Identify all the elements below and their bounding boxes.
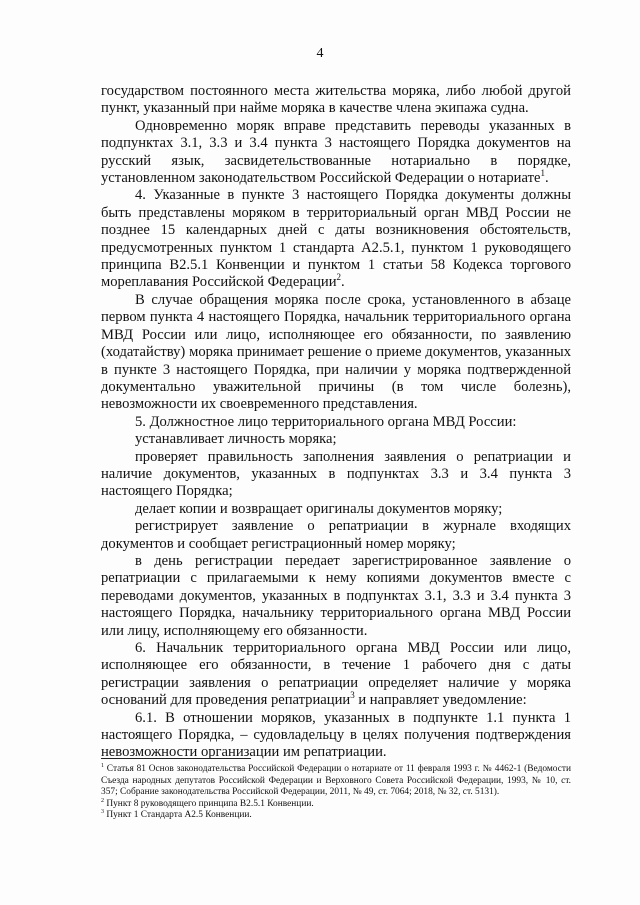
page-number: 4 <box>316 46 324 61</box>
paragraph-text-tail: . <box>544 170 549 187</box>
footnote-separator <box>101 758 251 759</box>
paragraph <box>101 83 571 118</box>
paragraph-text: В случае обращения моряка после срока, установленного в абзаце первом пункта 4 настоящего Порядка, начальник территориального органа МВД России или лицо, исполняющее его обязанности, по заявлению (ходатайству) моряка принимает решение о приеме документов, указанных в пункте 3 настоящего Порядка, при наличии у моряка подтвержденной документально уважительной причины (в том числе болезнь), невозможности их своевременного представления. <box>101 291 571 413</box>
paragraph-text: государством постоянного места жительства моряка, либо любой другой пункт, указанный при найме моряка в качестве члена экипажа судна. <box>101 83 571 117</box>
paragraph <box>101 292 571 414</box>
paragraph <box>101 640 571 710</box>
paragraph-text-tail: и направляет уведомление: <box>354 692 527 709</box>
paragraph-text: 4. Указанные в пункте 3 настоящего Порядка документы должны быть представлены моряком в территориальный орган МВД России не позднее 15 календарных дней с даты возникновения обстоятельств, предусмотренных пунктом 1 стандарта A2.5.1, пунктом 1 руководящего принципа B2.5.1 Конвенции и пунктом 1 статьи 58 Кодекса торгового мореплавания Российской Федерации <box>101 187 571 291</box>
footnote-text: Пункт 8 руководящего принципа B2.5.1 Конвенции. <box>104 798 314 809</box>
paragraph-text: в день регистрации передает зарегистрированное заявление о репатриации с прилагаемыми к нему копиями документов вместе с переводами документов, указанных в подпунктах 3.1, 3.3 и 3.4 пункта 3 настоящего Порядка, начальнику территориального органа МВД России или лицу, исполняющему его обязанности. <box>101 552 571 639</box>
footnote-reference: 2 <box>336 272 342 283</box>
paragraph-text: 6.1. В отношении моряков, указанных в подпункте 1.1 пункта 1 настоящего Порядка, – судовладельцу в целях получения подтверждения невозможности организации им репатриации. <box>101 709 571 761</box>
paragraph <box>101 710 571 762</box>
footnote-reference: 3 <box>350 690 355 701</box>
paragraph <box>101 553 571 640</box>
paragraph-text-tail: . <box>341 274 345 291</box>
footnote-text: Пункт 1 Стандарта A2.5 Конвенции. <box>104 810 252 821</box>
paragraph-text: 5. Должностное лицо территориального органа МВД России: <box>135 413 517 430</box>
footnote-mark: 2 <box>101 797 104 804</box>
footnote <box>101 810 571 822</box>
paragraph <box>101 431 571 448</box>
footnote-mark: 1 <box>101 762 104 769</box>
paragraph-text: делает копии и возвращает оригиналы документов моряку; <box>135 500 503 517</box>
footnotes <box>101 764 571 822</box>
paragraph <box>101 118 571 188</box>
paragraph-text: устанавливает личность моряка; <box>135 431 337 448</box>
paragraph <box>101 187 571 291</box>
footnote <box>101 764 571 799</box>
footnote <box>101 799 571 811</box>
paragraph-text: Одновременно моряк вправе представить переводы указанных в подпунктах 3.1, 3.3 и 3.4 пункта 3 настоящего Порядка документов на русский язык, засвидетельствованные нотариально в порядке, установленном законодательством Российской Федерации о нотариате <box>101 117 571 187</box>
paragraph-text: проверяет правильность заполнения заявления о репатриации и наличие документов, указанных в подпунктах 3.3 и 3.4 пункта 3 настоящего Порядка; <box>101 448 571 500</box>
paragraph <box>101 449 571 501</box>
footnote-text: Статья 81 Основ законодательства Российской Федерации о нотариате от 11 февраля 1993 г. № 4462-1 (Ведомости Съезда народных депутатов Российской Федерации и Верховного Совета Российской Федерации, 1993, № 10, ст. 357; Собрание законодательства Российской Федерации, 2011, № 49, ст. 7064; 2018, № 32, ст. 5131). <box>101 764 571 798</box>
paragraph <box>101 518 571 553</box>
body-text <box>101 83 571 762</box>
paragraph <box>101 501 571 518</box>
paragraph-text: 6. Начальник территориального органа МВД России или лицо, исполняющее его обязанности, в течение 1 рабочего дня с даты регистрации заявления о репатриации определяет наличие у моряка оснований для проведения репатриации <box>101 640 571 709</box>
footnote-mark: 3 <box>101 809 104 816</box>
footnote-reference: 1 <box>540 168 545 179</box>
paragraph <box>101 414 571 431</box>
paragraph-text: регистрирует заявление о репатриации в журнале входящих документов и сообщает регистрационный номер моряку; <box>101 518 571 552</box>
